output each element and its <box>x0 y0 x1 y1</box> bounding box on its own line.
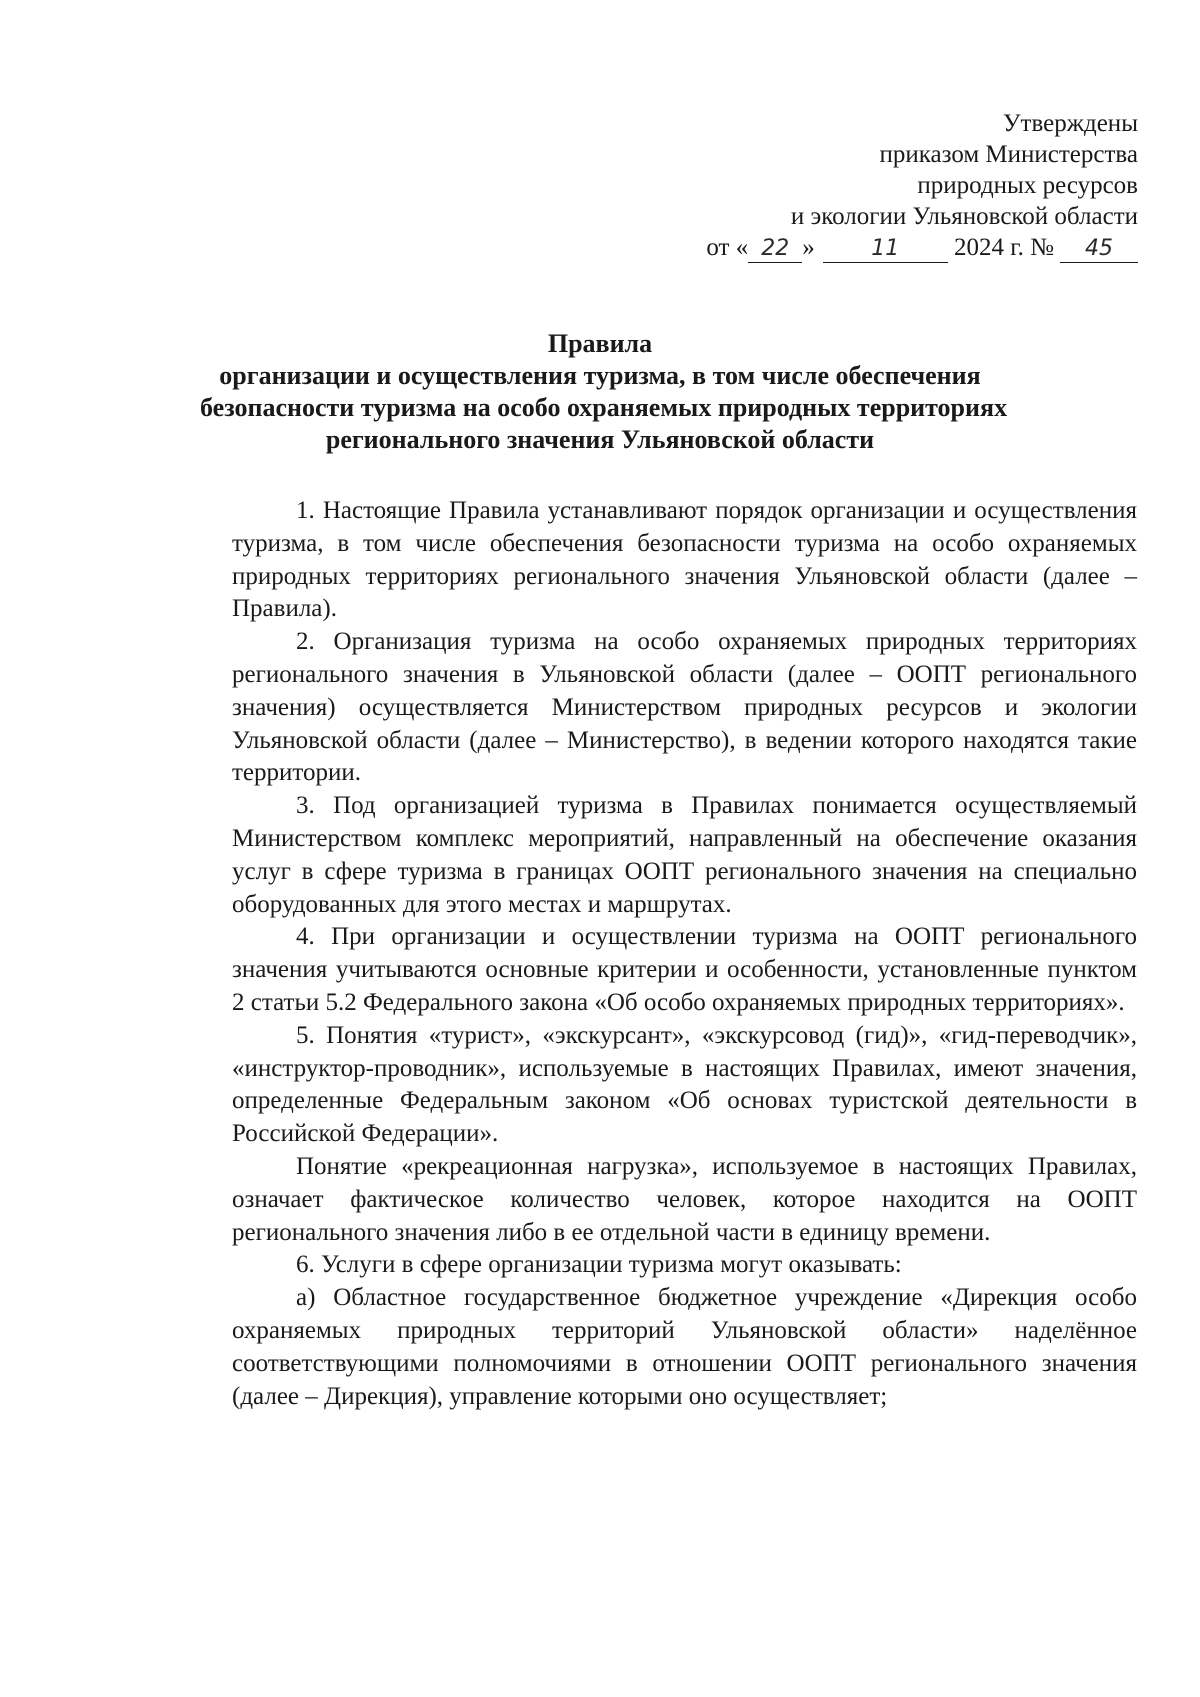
approval-line-1: Утверждены <box>1002 110 1138 137</box>
title-line-1: организации и осуществления туризма, в том числе обеспечения <box>219 361 981 390</box>
approval-line-3: природных ресурсов <box>917 172 1138 199</box>
title-line-2: безопасности туризма на особо охраняемых природных территориях <box>200 393 1008 422</box>
document-body <box>232 495 1137 1413</box>
approval-stamp <box>706 108 1138 263</box>
paragraph-6: 6. Услуги в сфере организации туризма могут оказывать: <box>296 1251 902 1279</box>
paragraph-2: 2. Организация туризма на особо охраняемых природных территориях регионального значения в Ульяновской области (далее – ООПТ регионального значения) осуществляется Министерством природных ресурсов и экологии Ульяновской области (далее – Министерство), в ведении которого находятся такие территории. <box>232 628 1137 787</box>
paragraph-1: 1. Настоящие Правила устанавливают порядок организации и осуществления туризма, в том числе обеспечения безопасности туризма на особо охраняемых природных территориях регионального значения Ульяновской области (далее – Правила). <box>232 497 1137 623</box>
document-title <box>200 328 1008 456</box>
order-year: 2024 г. № <box>953 234 1054 261</box>
order-date-line <box>706 232 1138 263</box>
paragraph-4: 4. При организации и осуществлении туризма на ООПТ регионального значения учитываются основные критерии и особенности, установленные пунктом 2 статьи 5.2 Федерального закона «Об особо охраняемых природных территориях». <box>232 923 1137 1016</box>
title-heading: Правила <box>547 329 653 358</box>
date-prefix: от « <box>706 234 749 261</box>
title-line-3: регионального значения Ульяновской области <box>325 425 875 454</box>
approval-line-4: и экологии Ульяновской области <box>790 203 1138 230</box>
handwritten-month: 11 <box>823 236 948 263</box>
paragraph-3: 3. Под организацией туризма в Правилах понимается осуществляемый Министерством комплекс мероприятий, направленный на обеспечение оказания услуг в сфере туризма в границах ООПТ регионального значения на специально оборудованных для этого местах и маршрутах. <box>232 792 1137 918</box>
paragraph-6a: а) Областное государственное бюджетное учреждение «Дирекция особо охраняемых природных территорий Ульяновской области» наделённое соответствующими полномочиями в отношении ООПТ регионального значения (далее – Дирекция), управление которыми оно осуществляет; <box>232 1284 1137 1410</box>
handwritten-order-number: 45 <box>1060 236 1138 263</box>
date-mid: » <box>802 234 815 261</box>
paragraph-5-note: Понятие «рекреационная нагрузка», используемое в настоящих Правилах, означает фактическое количество человек, которое находится на ООПТ регионального значения либо в ее отдельной части в единицу времени. <box>232 1152 1137 1246</box>
paragraph-5: 5. Понятия «турист», «экскурсант», «экскурсовод (гид)», «гид-переводчик», «инструктор-проводник», используемые в настоящих Правилах, имеют значения, определенные Федеральным законом «Об основах туристской деятельности в Российской Федерации». <box>232 1021 1137 1148</box>
handwritten-day: 22 <box>748 236 802 263</box>
approval-line-2: приказом Министерства <box>879 141 1138 168</box>
